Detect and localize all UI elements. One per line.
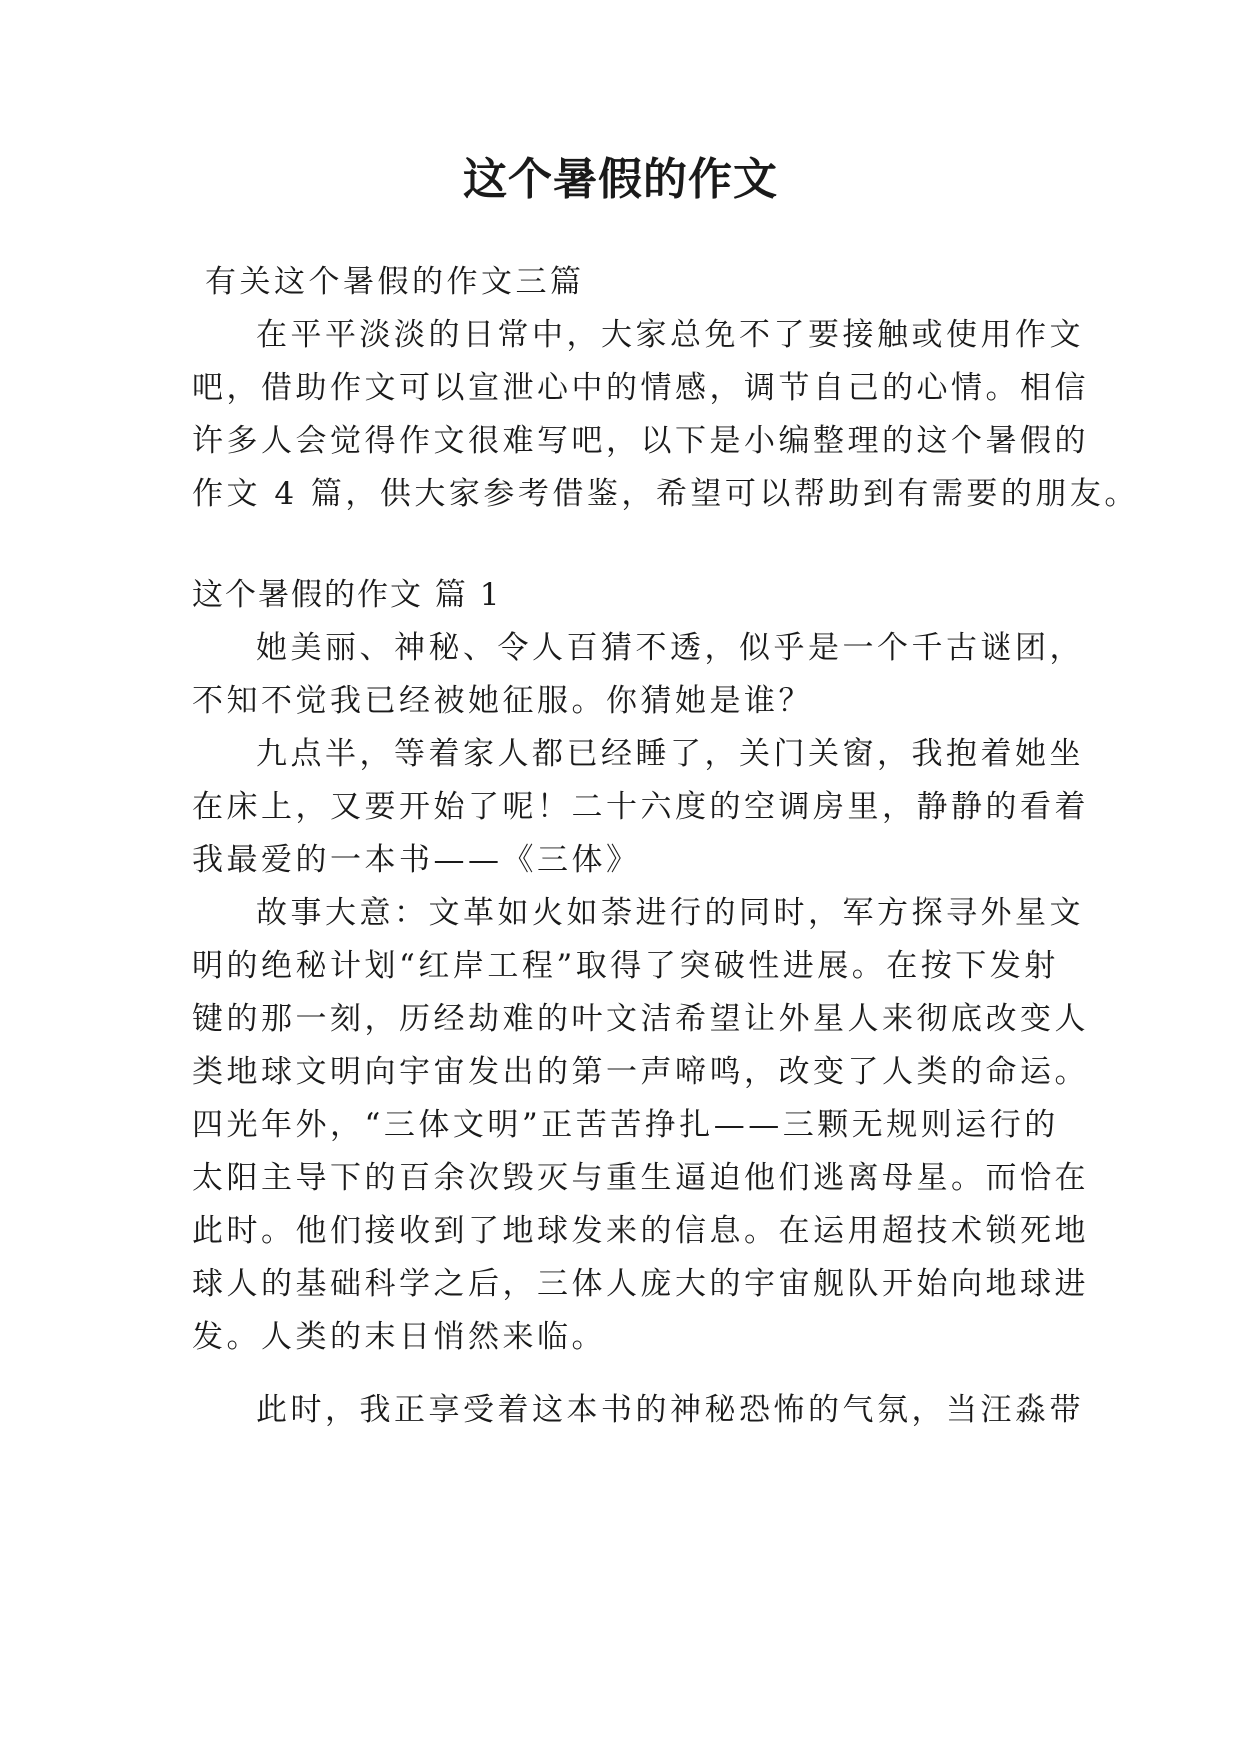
body-line: 发。人类的末日悄然来临。	[192, 1319, 606, 1355]
intro-line: 许多人会觉得作文很难写吧，以下是小编整理的这个暑假的	[192, 423, 1089, 459]
intro-line: 在平平淡淡的日常中，大家总免不了要接触或使用作文	[256, 317, 1084, 353]
body-line: 明的绝秘计划“红岸工程”取得了突破性进展。在按下发射	[192, 948, 1059, 984]
section-heading: 这个暑假的作文 篇 1	[192, 577, 502, 613]
body-line: 在床上，又要开始了呢！二十六度的空调房里，静静的看着	[192, 789, 1089, 825]
body-line: 她美丽、神秘、令人百猜不透，似乎是一个千古谜团，	[256, 630, 1084, 666]
intro-line: 作文 4 篇，供大家参考借鉴，希望可以帮助到有需要的朋友。	[192, 476, 1139, 512]
body-line: 九点半，等着家人都已经睡了，关门关窗，我抱着她坐	[256, 736, 1084, 772]
body-line: 太阳主导下的百余次毁灭与重生逼迫他们逃离母星。而恰在	[192, 1160, 1089, 1196]
document-subtitle: 有关这个暑假的作文三篇	[205, 264, 585, 300]
body-line: 键的那一刻，历经劫难的叶文洁希望让外星人来彻底改变人	[192, 1001, 1089, 1037]
body-line: 类地球文明向宇宙发出的第一声啼鸣，改变了人类的命运。	[192, 1054, 1089, 1090]
body-line: 此时，我正享受着这本书的神秘恐怖的气氛，当汪淼带	[256, 1392, 1084, 1428]
body-line: 此时。他们接收到了地球发来的信息。在运用超技术锁死地	[192, 1213, 1089, 1249]
body-line: 不知不觉我已经被她征服。你猜她是谁？	[192, 683, 813, 719]
body-line: 球人的基础科学之后，三体人庞大的宇宙舰队开始向地球进	[192, 1266, 1089, 1302]
document-title: 这个暑假的作文	[463, 154, 778, 205]
body-line: 我最爱的一本书——《三体》	[192, 842, 641, 878]
intro-line: 吧，借助作文可以宣泄心中的情感，调节自己的心情。相信	[192, 370, 1089, 406]
body-line: 故事大意：文革如火如荼进行的同时，军方探寻外星文	[256, 895, 1084, 931]
body-line: 四光年外，“三体文明”正苦苦挣扎——三颗无规则运行的	[192, 1107, 1059, 1143]
